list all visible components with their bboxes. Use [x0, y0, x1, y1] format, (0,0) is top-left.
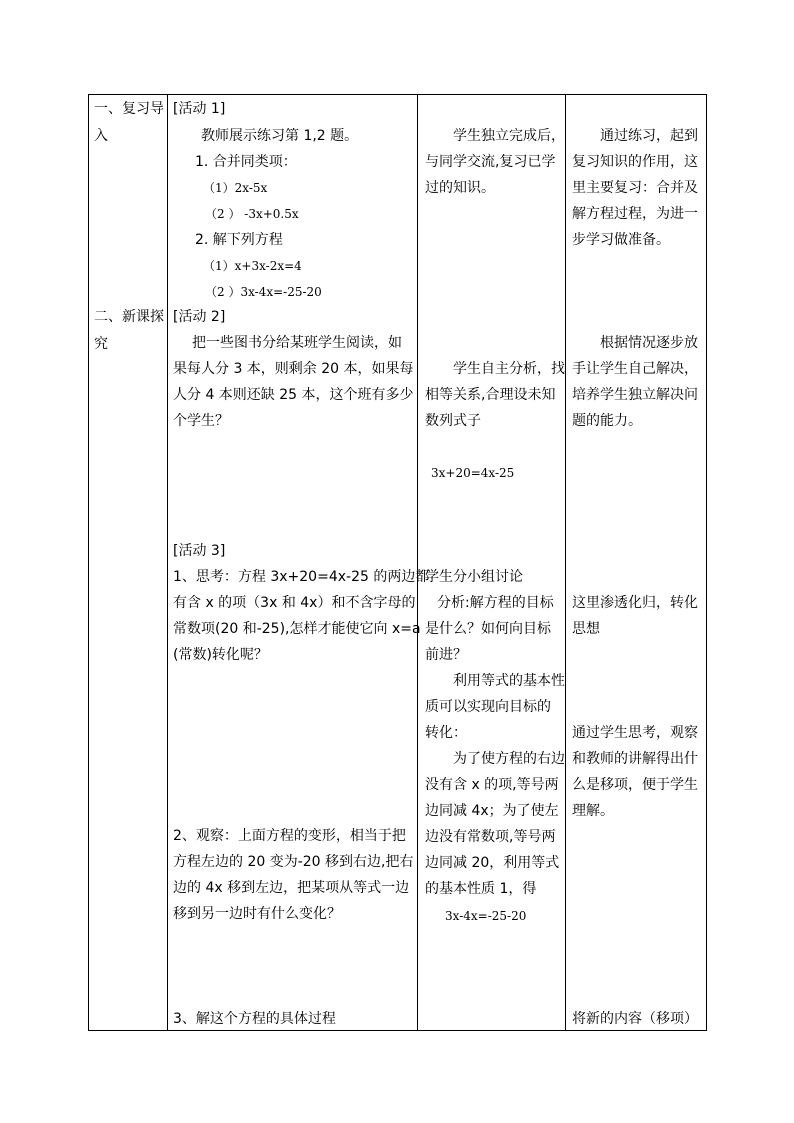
- activity2-intent-line: 题的能力。: [572, 413, 642, 429]
- activity1-student-line: 与同学交流,复习已学: [425, 154, 556, 170]
- activity3-intent1-line: 这里渗透化归，转化: [572, 595, 698, 611]
- activity3-intent2-line: 和教师的讲解得出什: [572, 751, 698, 767]
- activity2-student-line: 相等关系,合理设未知: [425, 387, 556, 403]
- activity3-student-line: 边同减 20，利用等式: [425, 855, 560, 871]
- activity3-student-line: 前进？: [425, 647, 467, 663]
- activity3-think-line: 有含 x 的项（3x 和 4x）和不含字母的: [173, 595, 416, 611]
- activity3-student-line: 是什么？如何向目标: [425, 621, 551, 637]
- activity3-think-line: 1、思考：方程 3x+20=4x-25 的两边都: [173, 569, 430, 585]
- activity3-intent3: 将新的内容（移项）: [572, 1011, 698, 1027]
- activity3-result-equation: 3x-4x=-25-20: [445, 909, 527, 923]
- activity3-student-line: 边同减 4x；为了使左: [425, 803, 559, 819]
- activity3-student-line: 的基本性质 1，得: [425, 881, 537, 897]
- activity3-think-line: (常数)转化呢？: [173, 647, 268, 663]
- activity2-intent-line: 根据情况逐步放: [600, 335, 698, 351]
- stage-review-label: 一、复习导: [94, 101, 164, 117]
- activity2-intent-line: 培养学生独立解决问: [572, 387, 698, 403]
- lesson-plan-table: [88, 94, 707, 1031]
- stage-new-label: 二、新课探: [94, 309, 164, 325]
- activity1-label: [活动 1]: [173, 101, 226, 117]
- activity3-intent1-line: 思想: [572, 621, 600, 637]
- activity3-think-line: 常数项(20 和-25),怎样才能使它向 x=a: [173, 621, 421, 637]
- activity1-item1-a: （1）2x-5x: [203, 181, 268, 195]
- activity3-student-line: 为了使方程的右边: [453, 751, 565, 767]
- column-divider: [167, 95, 168, 1030]
- activity1-intent-line: 通过练习，起到: [600, 128, 698, 144]
- activity3-student-line: 没有含 x 的项,等号两: [425, 777, 559, 793]
- stage-review-label-cont: 入: [94, 128, 108, 144]
- activity3-intent2-line: 理解。: [572, 803, 614, 819]
- activity1-intent-line: 复习知识的作用，这: [572, 154, 698, 170]
- activity1-item2-b: （2 ）3x-4x=-25-20: [205, 285, 322, 299]
- activity1-item1: 1. 合并同类项：: [195, 154, 297, 170]
- stage-new-label-cont: 究: [94, 336, 108, 352]
- activity2-problem-line: 人分 4 本则还缺 25 本，这个班有多少: [173, 387, 414, 403]
- column-divider: [565, 95, 566, 1030]
- activity3-student-line: 质可以实现向目标的: [425, 699, 551, 715]
- activity1-student-line: 过的知识。: [425, 180, 495, 196]
- activity1-intro: 教师展示练习第 1,2 题。: [201, 128, 359, 144]
- activity1-intent-line: 里主要复习：合并及: [572, 180, 698, 196]
- activity3-label: [活动 3]: [173, 543, 226, 559]
- activity3-student-line: 学生分小组讨论: [425, 569, 523, 585]
- activity3-solve: 3、解这个方程的具体过程: [173, 1011, 336, 1027]
- column-divider: [417, 95, 418, 1030]
- activity3-student-line: 转化：: [425, 725, 467, 741]
- activity3-student-line: 利用等式的基本性: [453, 673, 565, 689]
- activity2-problem-line: 个学生？: [173, 413, 229, 429]
- activity2-label: [活动 2]: [173, 309, 226, 325]
- activity3-observe-line: 方程左边的 20 变为-20 移到右边,把右: [173, 854, 414, 870]
- activity3-observe-line: 2、观察：上面方程的变形，相当于把: [173, 828, 406, 844]
- activity1-item2: 2. 解下列方程: [195, 232, 283, 248]
- activity2-student-line: 学生自主分析，找: [453, 361, 565, 377]
- activity1-intent-line: 解方程过程，为进一: [572, 206, 698, 222]
- activity2-problem-line: 把一些图书分给某班学生阅读，如: [192, 335, 402, 351]
- activity1-intent-line: 步学习做准备。: [572, 232, 670, 248]
- activity3-observe-line: 边的 4x 移到左边，把某项从等式一边: [173, 880, 410, 896]
- activity3-intent2-line: 通过学生思考，观察: [572, 725, 698, 741]
- activity1-item2-a: （1）x+3x-2x=4: [203, 259, 302, 273]
- activity3-intent2-line: 么是移项，便于学生: [572, 777, 698, 793]
- activity3-student-line: 分析:解方程的目标: [437, 595, 554, 611]
- activity2-student-line: 数列式子: [425, 413, 481, 429]
- activity2-intent-line: 手让学生自己解决，: [572, 361, 698, 377]
- activity1-student-line: 学生独立完成后，: [453, 128, 565, 144]
- activity2-equation: 3x+20=4x-25: [431, 466, 515, 480]
- activity1-item1-b: （2 ） -3x+0.5x: [205, 207, 299, 221]
- activity3-observe-line: 移到另一边时有什么变化？: [173, 906, 341, 922]
- activity2-problem-line: 果每人分 3 本，则剩余 20 本，如果每: [173, 361, 414, 377]
- activity3-student-line: 边没有常数项,等号两: [425, 829, 556, 845]
